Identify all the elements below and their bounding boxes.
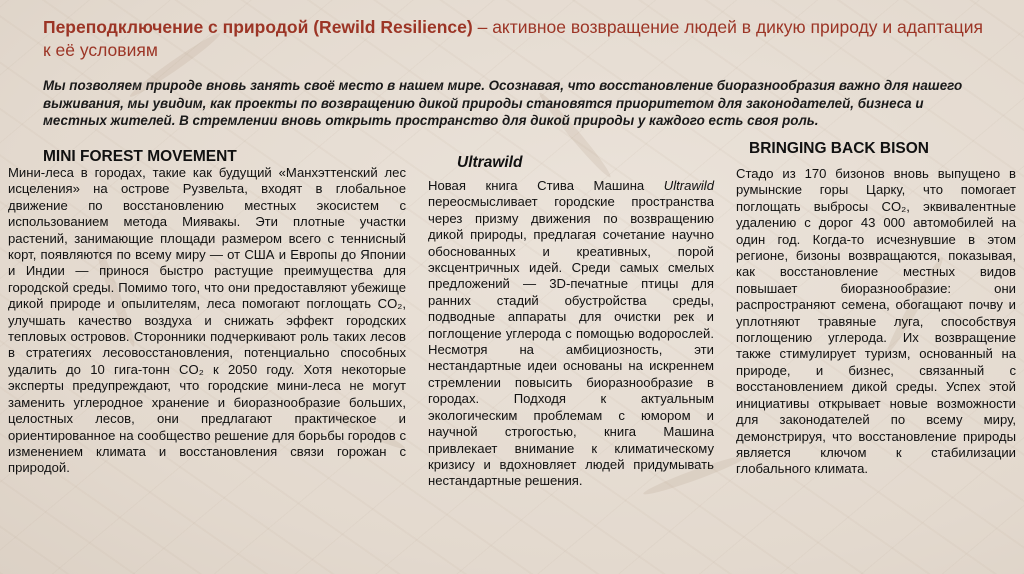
slide-title bbox=[43, 16, 993, 62]
column-heading-ultrawild: Ultrawild bbox=[457, 154, 523, 171]
intro-paragraph: Мы позволяем природе вновь занять своё место в нашем мире. Осознавая, что восстановление биоразнообразия важно для нашего выживания, мы увидим, как проекты по возвращению дикой природы становятся приоритетом для законодателей, бизнеса и местных жителей. В стремлении вновь открыть пространство для дикой природы у каждого есть своя роль. bbox=[43, 78, 963, 129]
column-heading-mini-forest: MINI FOREST MOVEMENT bbox=[43, 148, 237, 165]
slide-title-bold: Переподключение с природой (Rewild Resilience) bbox=[43, 17, 473, 37]
column-text-bison: Стадо из 170 бизонов вновь выпущено в румынские горы Царку, что помогает поглощать выбросы CO₂, эквивалентные удалению с дорог 43 000 автомобилей на один год. Когда-то исчезнувшие в этом регионе, бизоны возвращаются, показывая, как восстановление местных видов повышает биоразнообразие: они распространяют семена, обогащают почву и уплотняют травяные луга, способствуя поглощению углерода. Их возвращение также стимулирует туризм, основанный на природе, и бизнес, связанный с восстановлением дикой среды. Успех этой инициативы открывает новые возможности для законодателей по всему миру, демонстрируя, что восстановление природы является ключом к стабилизации глобального климата. bbox=[736, 166, 1016, 477]
ultrawild-text-end: переосмысливает городские пространства через призму движения по возвращению дикой природы, предлагая сочетание научно обоснованных и креативных, порой эксцентричных идей. Среди самых смелых предложений — 3D-печатные птицы для ранних стадий обустройства среды, подводные аппараты для очистки рек и поглощение углерода с помощью водорослей. Несмотря на амбициозность, эти нестандартные идеи основаны на искреннем стремлении повысить биоразнообразие в городах. Подходя к актуальным экологическим проблемам с юмором и научной строгостью, книга Машина привлекает внимание к климатическому кризису и вдохновляет людей придумывать нестандартные решения. bbox=[428, 194, 714, 489]
slide-title-rest: – активное возвращение людей в дикую природу и адаптация к её условиям bbox=[43, 17, 984, 60]
ultrawild-text-start: Новая книга Стива Машина bbox=[428, 178, 664, 193]
ultrawild-book-title: Ultrawild bbox=[663, 178, 714, 193]
column-text-ultrawild bbox=[428, 178, 714, 490]
column-heading-bison: BRINGING BACK BISON bbox=[749, 140, 929, 157]
column-text-mini-forest: Мини-леса в городах, такие как будущий «Манхэттенский лес исцеления» на острове Рузвельта, входят в глобальное движение по восстановлению местных экосистем с использованием метода Миявакы. Эти плотные участки растений, занимающие площади размером всего с теннисный корт, появляются по всему миру — от США и Европы до Японии и Индии — принося быстро растущие преимущества для городской среды. Помимо того, что они предоставляют убежище дикой природе и опылителям, леса помогают поглощать CO₂, улучшать качество воздуха и снижать эффект городских тепловых островов. Сторонники подчеркивают роль таких лесов в стратегиях лесовосстановления, потенциально способных удалить до 10 гига-тонн CO₂ к 2050 году. Хотя некоторые эксперты предупреждают, что городские мини-леса не могут заменить углеродное хранение и биоразнообразие больших, целостных лесов, они предлагают практическое и ориентированное на сообщество решение для борьбы городов с изменением климата и восстановления связи горожан с природой. bbox=[8, 165, 406, 476]
